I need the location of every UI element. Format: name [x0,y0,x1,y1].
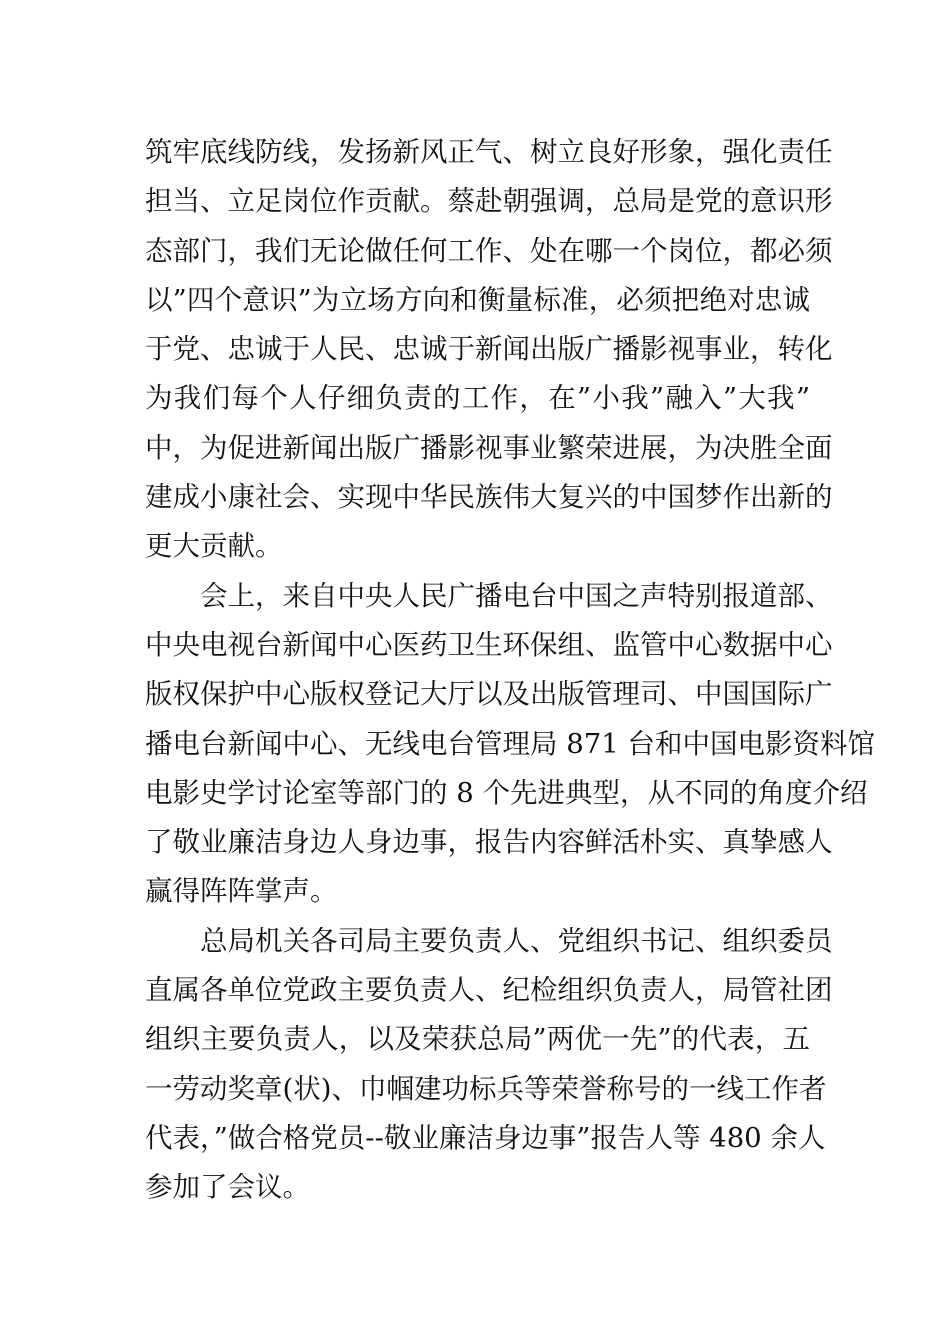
text-line: 于党、忠诚于人民、忠诚于新闻出版广播影视事业，转化 [145,333,833,366]
paragraph-1 [145,128,833,572]
text-line: 版权保护中心版权登记大厅以及出版管理司、中国国际广 [145,678,833,711]
text-line: 更大贡献。 [145,530,283,563]
paragraph-3 [145,917,833,1213]
text-line: 态部门，我们无论做任何工作、处在哪一个岗位，都必须 [145,234,833,267]
document-body [145,128,875,1213]
text-line: 担当、立足岗位作贡献。蔡赴朝强调，总局是党的意识形 [145,185,833,218]
text-line: 一劳动奖章(状)、巾帼建功标兵等荣誉称号的一线工作者 [145,1072,827,1105]
text-line: 以”四个意识”为立场方向和衡量标准，必须把绝对忠诚 [145,283,810,316]
text-line: 总局机关各司局主要负责人、党组织书记、组织委员 [200,924,833,957]
text-line: 参加了会议。 [145,1171,310,1204]
text-line: 直属各单位党政主要负责人、纪检组织负责人，局管社团 [145,974,833,1007]
text-line: 为我们每个人仔细负责的工作，在”小我”融入”大我” [145,382,810,415]
text-line: 了敬业廉洁身边人身边事，报告内容鲜活朴实、真挚感人 [145,826,833,859]
text-line: 中，为促进新闻出版广播影视事业繁荣进展，为决胜全面 [145,431,833,464]
text-line: 中央电视台新闻中心医药卫生环保组、监管中心数据中心 [145,628,833,661]
text-line: 电影史学讨论室等部门的 8 个先进典型，从不同的角度介绍 [145,776,868,809]
text-line: 会上，来自中央人民广播电台中国之声特别报道部、 [200,579,833,612]
text-line: 筑牢底线防线，发扬新风正气、树立良好形象，强化责任 [145,136,833,168]
paragraph-2 [145,572,875,917]
text-line: 赢得阵阵掌声。 [145,875,338,908]
text-line: 播电台新闻中心、无线电台管理局 871 台和中国电影资料馆 [145,727,875,760]
text-line: 代表，”做合格党员--敬业廉洁身边事”报告人等 480 余人 [145,1121,826,1154]
text-line: 建成小康社会、实现中华民族伟大复兴的中国梦作出新的 [145,481,833,514]
text-line: 组织主要负责人，以及荣获总局”两优一先”的代表，五 [145,1023,810,1056]
